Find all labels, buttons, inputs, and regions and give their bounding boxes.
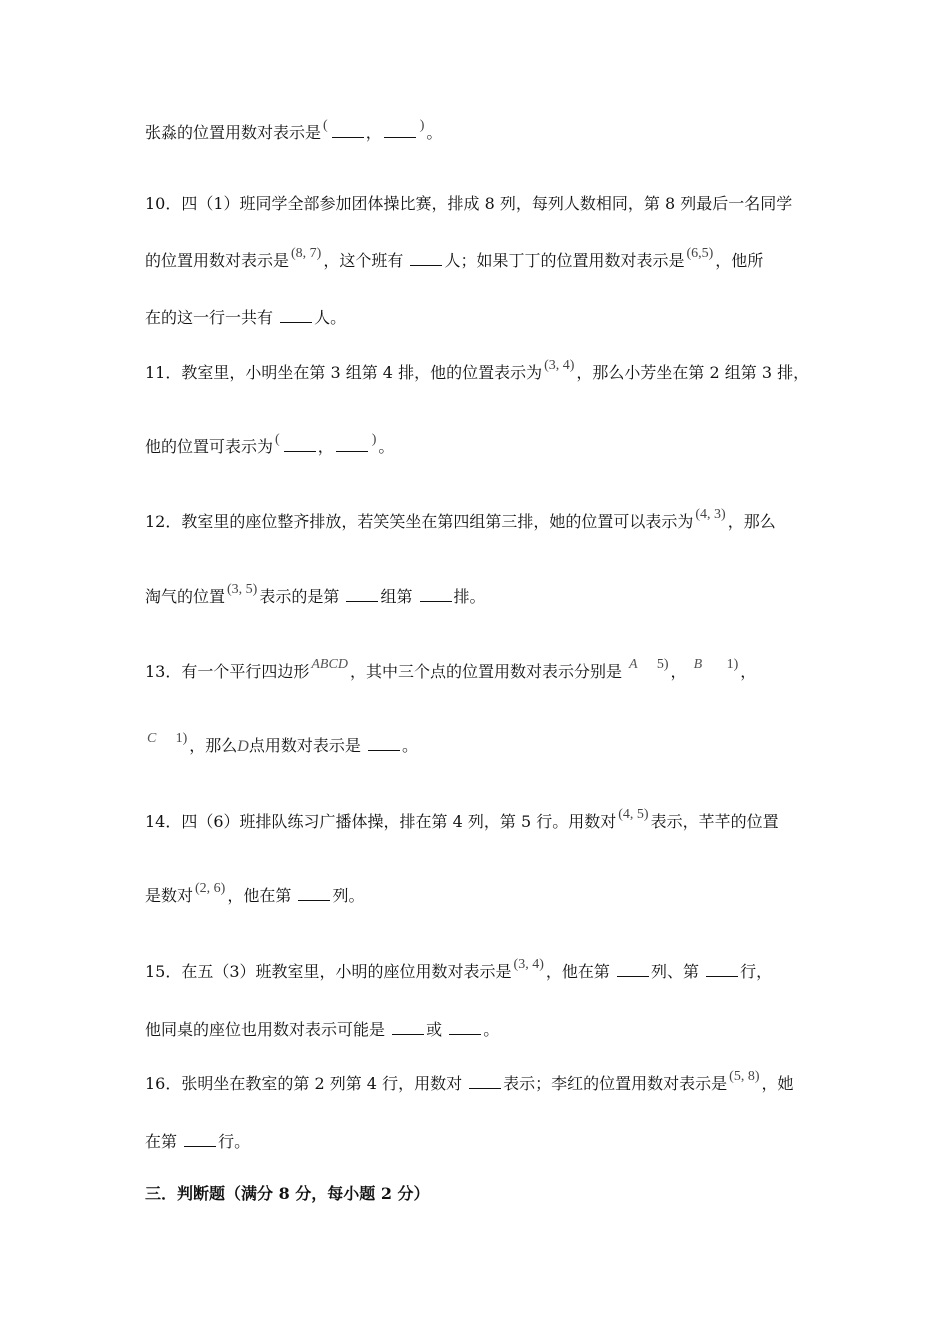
question-15-line-2: 他同桌的座位也用数对表示可能是 或 。	[145, 1020, 500, 1039]
question-11-line-1: 11．教室里，小明坐在第 3 组第 4 排，他的位置表示为 (3, 4) ，那么小芳坐在第 2 组第 3 排，	[145, 358, 810, 382]
question-13-line-2: C 1) ，那么D点用数对表示是 。	[147, 731, 418, 755]
question-16-line-2: 在第 行。	[145, 1132, 251, 1151]
answer-blank[interactable]	[332, 123, 364, 138]
question-12-line-1: 12．教室里的座位整齐排放，若笑笑坐在第四组第三排，她的位置可以表示为 (4, 3) ，那么	[145, 507, 776, 531]
answer-blank[interactable]	[384, 123, 416, 138]
answer-blank[interactable]	[346, 587, 378, 602]
question-16-line-1: 16．张明坐在教室的第 2 列第 4 行，用数对 表示；李红的位置用数对表示是 (5, 8) ，她	[145, 1069, 794, 1093]
answer-blank[interactable]	[410, 251, 442, 266]
answer-blank[interactable]	[706, 962, 738, 977]
answer-blank[interactable]	[184, 1132, 216, 1147]
answer-blank[interactable]	[392, 1020, 424, 1035]
answer-blank[interactable]	[420, 587, 452, 602]
question-13-line-1: 13．有一个平行四边形 ABCD ，其中三个点的位置用数对表示分别是 A 5) ， B 1) ，	[145, 657, 757, 681]
line-zhangmiao: 张淼的位置用数对表示是 ( ， ) 。	[145, 118, 443, 142]
answer-blank[interactable]	[449, 1020, 481, 1035]
answer-blank[interactable]	[617, 962, 649, 977]
answer-blank[interactable]	[298, 886, 330, 901]
answer-blank[interactable]	[336, 437, 368, 452]
question-10-line-2: 的位置用数对表示是 (8, 7) ，这个班有 人；如果丁丁的位置用数对表示是 (6,5) ，他所	[145, 246, 764, 270]
question-11-line-2: 他的位置可表示为 ( ， ) 。	[145, 432, 395, 456]
section-heading-true-false: 三．判断题（满分 8 分，每小题 2 分）	[145, 1184, 430, 1203]
answer-blank[interactable]	[368, 736, 400, 751]
question-14-line-2: 是数对 (2, 6) ，他在第 列。	[145, 881, 365, 905]
question-12-line-2: 淘气的位置 (3, 5) 表示的是第 组第 排。	[145, 582, 486, 606]
answer-blank[interactable]	[469, 1074, 501, 1089]
answer-blank[interactable]	[280, 308, 312, 323]
question-14-line-1: 14．四（6）班排队练习广播体操，排在第 4 列，第 5 行。用数对 (4, 5) 表示，芊芊的位置	[145, 807, 779, 831]
question-10-line-3: 在的这一行一共有 人。	[145, 308, 347, 327]
question-10-line-1: 10．四（1）班同学全部参加团体操比赛，排成 8 列，每列人数相同，第 8 列最后一名同学	[145, 194, 793, 213]
question-15-line-1: 15．在五（3）班教室里，小明的座位用数对表示是 (3, 4) ，他在第 列、第 行，	[145, 957, 773, 981]
answer-blank[interactable]	[284, 437, 316, 452]
